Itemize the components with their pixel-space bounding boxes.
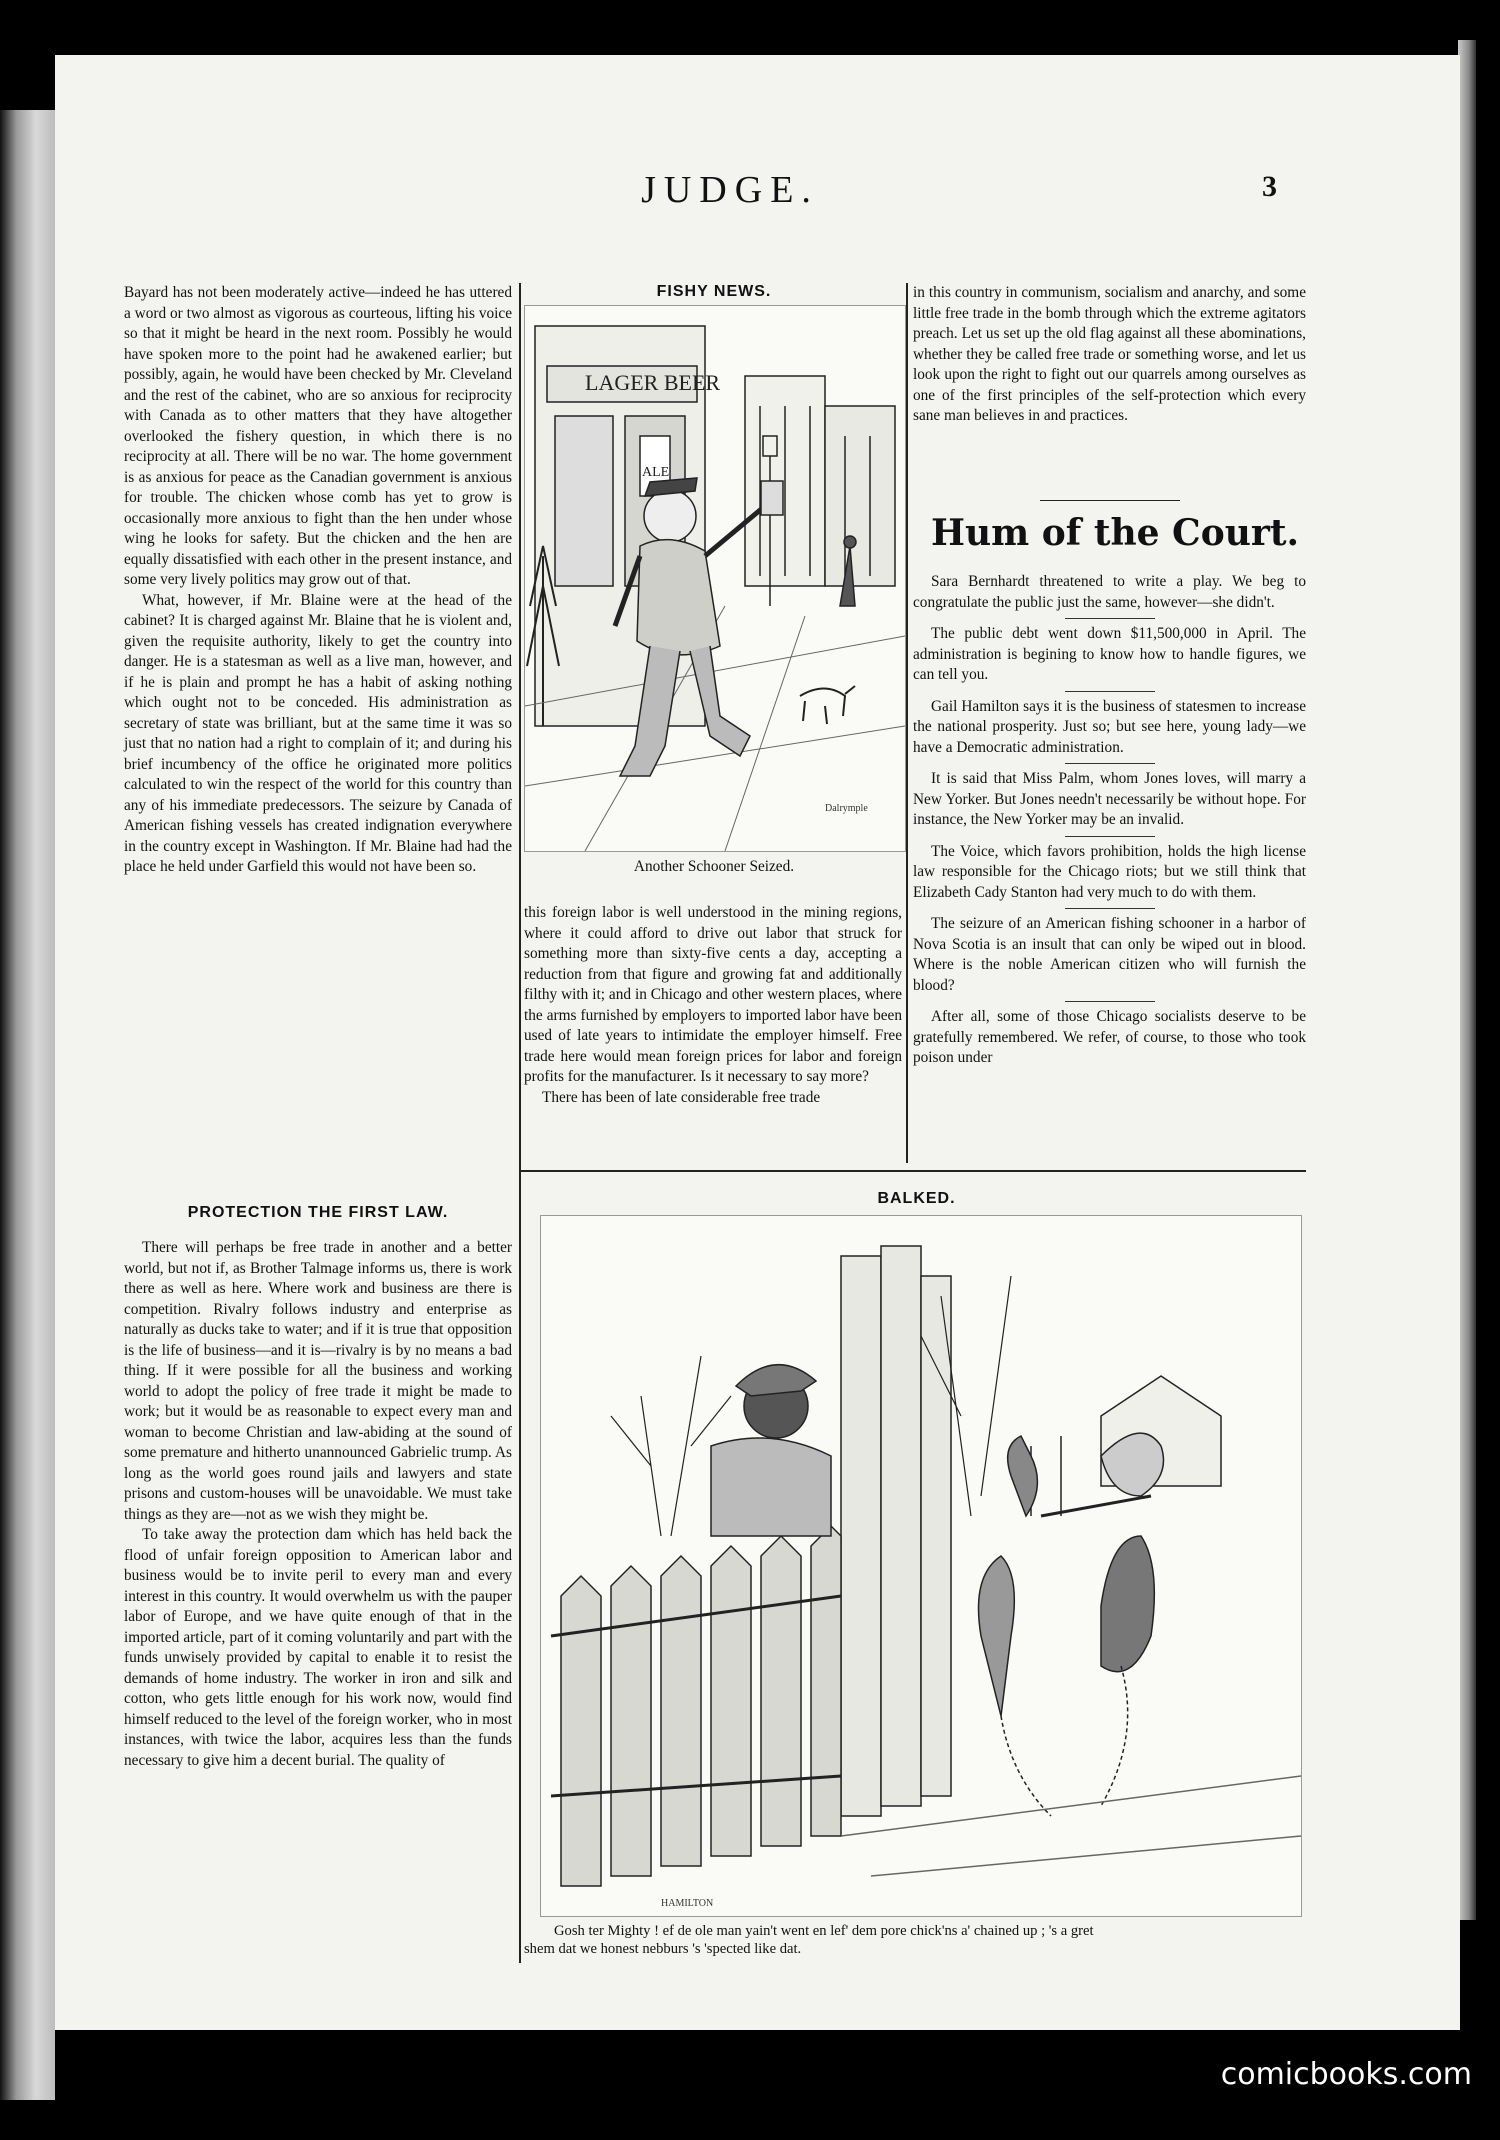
article-paragraph: Bayard has not been moderately active—indeed he has uttered a word or two almost as vigorous as courteous, lifting his voice so that it might be heard in the next room. Possibly he would have spoken more to the point had he awakened earlier; but possibly, again, he would have been checked by Mr. Cleveland and the rest of the cabinet, who are so anxious for reciprocity with Canada as to other matters that they have altogether overlooked the fishery question, in which there is no reciprocity at all. There will be no war. The home government is as anxious for peace as the Canadian government is anxious for trouble. The chicken whose comb has yet to grow is occasionally more anxious to fight than the hen under whose wing he looks for safety. But the chicken and the hen are equally dissatisfied with each other in the present instance, and some very lively politics may grow out of that.	[124, 284, 512, 588]
cartoon-caption: Another Schooner Seized.	[633, 858, 795, 875]
news-item: The Voice, which favors prohibition, holds the high license law responsible for the Chicago riots; but we still think that Elizabeth Cady Stanton had very much to do with them.	[913, 842, 1306, 901]
news-item: The seizure of an American fishing schooner in a harbor of Nova Scotia is an insult that can only be wiped out in blood. Where is the noble American citizen who will furnish the blood?	[913, 915, 1306, 994]
news-item: It is said that Miss Palm, whom Jones loves, will marry a New Yorker. But Jones needn't necessarily be without hope. For instance, the New Yorker may be an invalid.	[913, 770, 1306, 828]
hum-of-the-court-heading: Hum of the Court.	[930, 512, 1300, 554]
adjacent-page-edge	[0, 110, 55, 2100]
right-column-top	[913, 283, 1306, 427]
caption-line: Gosh ter Mighty ! ef de ole man yain't went en lef' dem pore chick'ns a' chained up ; 's a gret	[554, 1923, 1094, 1939]
news-item: Gail Hamilton says it is the business of statesmen to increase the national prosperity. Just so; but see here, young lady—we have a Democratic administration.	[913, 697, 1306, 756]
right-column-items	[913, 572, 1306, 1069]
page-number: 3	[1262, 170, 1277, 203]
page-edge-shadow	[1458, 40, 1476, 1920]
article-paragraph: To take away the protection dam which has held back the flood of unfair foreign opposition to American labor and business would be to invite peril to every man and every interest in this country. It would overwhelm us with the pauper labor of Europe, and we have quite enough of that in the imported article, part of it coming voluntarily and part with the funds unwisely provided by capital to enable it to resist the demands of home industry. The worker in iron and silk and cotton, who gets little enough for his work now, would find himself reduced to the level of the foreign worker, who in most instances, with twice the labor, acquires less than the funds necessary to give him a decent burial. The quality of	[124, 1526, 512, 1769]
cartoon-balked	[540, 1215, 1302, 1917]
cartoon-caption	[524, 1922, 1309, 1958]
artist-signature: Dalrymple	[825, 803, 868, 814]
news-item: Sara Bernhardt threatened to write a play. We beg to congratulate the public just the same, however—she didn't.	[913, 573, 1306, 611]
sign-ale: ALE	[642, 465, 670, 480]
masthead-title: JUDGE.	[641, 169, 819, 211]
article-paragraph: There will perhaps be free trade in another and a better world, but not if, as Brother Talmage informs us, there is work there as well as here. Where work and business are there is competition. Rivalry follows industry and enterprise as naturally as ducks take to water; and if it is true that opposition is the life of business—and it is—rivalry is by no means a bad thing. If it were possible for all the business and working world to adopt the policy of free trade it might be made to work; but it would be as reasonable to expect every man and woman to become Christian and law-abiding at the sound of some premature and hitherto unannounced Gabrielic trump. As long as the world goes round jails and lawyers and state prisons and custom-houses will be unavoidable. We must take things as they are—not as we wish they might be.	[124, 1239, 512, 1523]
article-heading: PROTECTION THE FIRST LAW.	[187, 1204, 449, 1221]
sign-lager-beer: LAGER BEER	[585, 370, 721, 395]
cartoon-title: BALKED.	[877, 1190, 956, 1207]
artist-signature: HAMILTON	[661, 1898, 714, 1909]
middle-column	[524, 903, 902, 1108]
news-item: After all, some of those Chicago socialists deserve to be gratefully remembered. We refer, of course, to those who took poison under	[913, 1008, 1306, 1066]
section-rule	[521, 1170, 1306, 1172]
section-rule	[1040, 500, 1180, 501]
article-paragraph: this foreign labor is well understood in the mining regions, where it could afford to drive out labor that struck for something more than sixty-five cents a day, accepting a reduction from that figure and growing fat and additionally filthy with it; and in Chicago and other western places, where the arms furnished by employers to imported labor have been used of late years to intimidate the employer himself. Free trade here would mean foreign prices for labor and foreign profits for the manufacturer. Is it necessary to say more?	[524, 904, 902, 1085]
left-column-bottom	[124, 1238, 512, 1771]
caption-line: shem dat we honest nebburs 's 'spected like dat.	[524, 1941, 802, 1957]
cartoon-fishy-news	[524, 305, 906, 852]
cartoon-drawing	[525, 306, 905, 851]
article-paragraph: What, however, if Mr. Blaine were at the head of the cabinet? It is charged against Mr. Blaine that he is violent and, given the requisite authority, likely to get the country into danger. He is a statesman as well as a live man, however, and if he is plain and prompt he has a habit of asking nothing which ought not to be conceded. His administration as secretary of state was brilliant, but at the same time it was so just that no nation had a right to complain of it; and during his brief incumbency of the office he originated more politics calculated to win the respect of the world for this country than any of his immediate predecessors. The seizure by Canada of American fishing vessels has created indignation everywhere in the country except in Washington. If Mr. Blaine had had the place he held under Garfield this would not have been so.	[124, 591, 512, 875]
article-paragraph: There has been of late considerable free trade	[542, 1088, 821, 1106]
column-rule	[519, 283, 521, 1963]
news-item: The public debt went down $11,500,000 in April. The administration is begining to know how to handle figures, we can tell you.	[913, 625, 1306, 683]
column-rule	[906, 283, 908, 1163]
cartoon-title: FISHY NEWS.	[656, 283, 772, 300]
article-paragraph: in this country in communism, socialism and anarchy, and some little free trade in the bomb through which the extreme agitators preach. Let us set up the old flag against all these abominations, whether they be called free trade or something worse, and let us look upon the right to fight out our quarrels among ourselves as one of the first principles of the self-protection which every sane man believes in and practices.	[913, 284, 1306, 424]
left-column-top	[124, 283, 512, 878]
watermark: comicbooks.com	[1220, 2057, 1472, 2092]
cartoon-drawing	[541, 1216, 1301, 1916]
